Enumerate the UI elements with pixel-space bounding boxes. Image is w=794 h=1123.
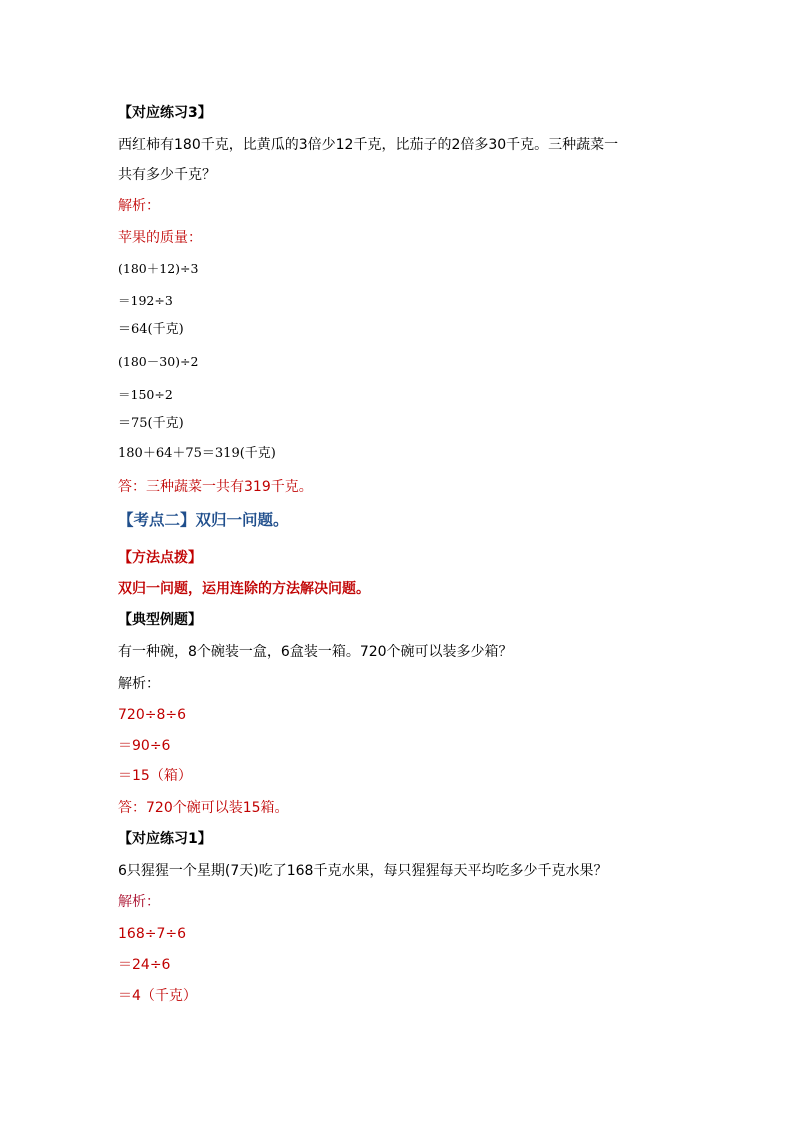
practice1-step-3: ＝4（千克） — [118, 988, 197, 1004]
practice3-sub-label: 苹果的质量： — [118, 230, 202, 246]
practice3-step-2: ＝192÷3 — [118, 293, 173, 308]
example-analysis-label: 解析： — [118, 676, 160, 692]
practice3-step-5: ＝150÷2 — [118, 387, 173, 402]
practice3-question-line2: 共有多少千克？ — [118, 167, 216, 183]
method-text: 双归一问题，运用连除的方法解决问题。 — [118, 581, 370, 597]
example-step-2: ＝90÷6 — [118, 738, 171, 754]
practice3-step-6: ＝75(千克) — [118, 416, 184, 431]
practice1-step-2: ＝24÷6 — [118, 957, 171, 973]
practice3-heading: 【对应练习3】 — [118, 105, 212, 121]
practice3-step-1: (180＋12)÷3 — [118, 261, 199, 276]
practice1-analysis-label: 解析： — [118, 894, 160, 910]
practice1-heading: 【对应练习1】 — [118, 831, 212, 847]
example-question: 有一种碗，8个碗装一盒，6盒装一箱。720个碗可以装多少箱？ — [118, 644, 513, 660]
practice1-question: 6只猩猩一个星期(7天)吃了168千克水果，每只猩猩每天平均吃多少千克水果？ — [118, 863, 608, 879]
example-answer: 答：720个碗可以装15箱。 — [118, 800, 289, 816]
practice3-step-4: (180－30)÷2 — [118, 354, 199, 369]
practice3-analysis-label: 解析： — [118, 198, 160, 214]
practice3-step-3: ＝64(千克) — [118, 322, 184, 337]
practice3-question-line1: 西红柿有180千克，比黄瓜的3倍少12千克，比茄子的2倍多30千克。三种蔬菜一 — [118, 137, 619, 153]
example-heading: 【典型例题】 — [118, 612, 202, 628]
example-step-1: 720÷8÷6 — [118, 707, 186, 723]
method-heading: 【方法点拨】 — [118, 550, 202, 566]
example-step-3: ＝15（箱） — [118, 768, 192, 784]
practice3-step-7: 180＋64＋75＝319(千克) — [118, 446, 276, 461]
kaodian2-heading: 【考点二】双归一问题。 — [118, 511, 289, 529]
practice3-answer: 答：三种蔬菜一共有319千克。 — [118, 479, 313, 495]
practice1-step-1: 168÷7÷6 — [118, 926, 186, 942]
